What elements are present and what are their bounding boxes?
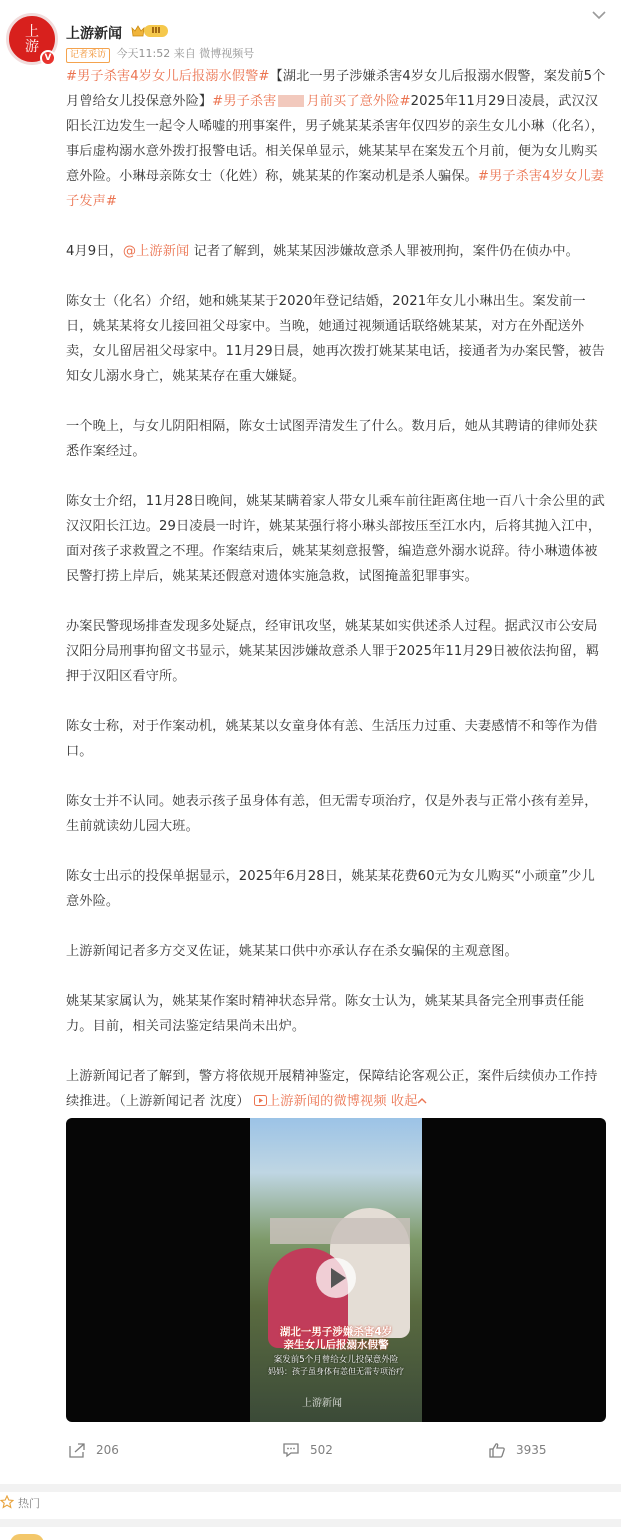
post-content: [66, 64, 607, 1114]
blurred-region: [270, 1218, 410, 1244]
next-avatar: [10, 1534, 44, 1540]
post-meta: [66, 45, 254, 63]
paragraph: 姚某某家属认为，姚某某作案时精神状态异常。陈女士认为，姚某某具备完全刑事责任能力。目前，相关司法鉴定结果尚未出炉。: [66, 994, 585, 1034]
paragraph: 陈女士（化名）介绍，她和姚某某于2020年登记结婚，2021年女儿小琳出生。案发前一日，姚某某将女儿接回祖父母家中。当晚，她通过视频通话联络姚某某，对方在外配送外卖，女儿留居祖父母家中。11月29日晨，她再次拨打姚某某电话，接通者为办案民警，被告知女儿溺水身亡，姚某某存在重大嫌疑。: [66, 294, 605, 384]
hot-label: 热门: [18, 1497, 40, 1510]
level-label: III: [144, 25, 168, 37]
paragraph-text: 上游新闻记者了解到，警方将依规开展精神鉴定，保障结论客观公正，案件后续侦办工作持续推进。（上游新闻记者 沈度）: [66, 1069, 598, 1109]
video-source-label: 上游新闻的微博视频: [267, 1094, 387, 1109]
closing-paragraph: [66, 1064, 607, 1114]
post-header: [0, 0, 621, 66]
play-icon: [331, 1268, 346, 1288]
paragraph: 陈女士介绍，11月28日晚间，姚某某瞒着家人带女儿乘车前往距离住地一百八十余公里的武汉汉阳长江边。29日凌晨一时许，姚某某强行将小琳头部按压至江水内，后将其抛入江中，面对孩子求救置之不理。作案结束后，姚某某刻意报警，编造意外溺水说辞。待小琳遗体被民警打捞上岸后，姚某某还假意对遗体实施急救，试图掩盖犯罪事实。: [66, 494, 605, 584]
video-caption-line2: 亲生女儿后报溺水假警: [283, 1339, 389, 1351]
share-count: 206: [96, 1443, 119, 1457]
comment-icon: [282, 1442, 300, 1458]
section-divider: [0, 1519, 621, 1527]
topic-link[interactable]: #男子杀害4岁女儿妻子发声#: [66, 169, 604, 209]
thumbs-up-icon: [488, 1442, 506, 1458]
video-player[interactable]: [66, 1118, 606, 1422]
chevron-down-icon[interactable]: [590, 8, 608, 22]
chevron-up-icon: [417, 1097, 427, 1105]
video-icon: [254, 1095, 267, 1106]
section-divider: [0, 1484, 621, 1492]
paragraph: 上游新闻记者多方交叉佐证，姚某某口供中亦承认存在杀女骗保的主观意图。: [66, 944, 518, 959]
verified-badge-icon: V: [40, 50, 56, 66]
comment-count: 502: [310, 1443, 333, 1457]
video-caption-line1: 湖北一男子涉嫌杀害4岁: [279, 1326, 393, 1338]
video-caption-line4: 妈妈：孩子虽身体有恙但无需专项治疗: [268, 1367, 404, 1376]
lead-paragraph: [66, 64, 607, 214]
topic-link[interactable]: #男子杀害4岁女儿后报溺水假警#: [66, 69, 270, 84]
paragraph: 一个晚上，与女儿阴阳相隔，陈女士试图弄清发生了什么。数月后，她从其聘请的律师处获悉作案经过。: [66, 419, 598, 459]
mention-link[interactable]: @上游新闻: [122, 244, 190, 259]
action-bar: [0, 1436, 621, 1466]
video-watermark: 上游新闻: [302, 1398, 342, 1409]
like-count: 3935: [516, 1443, 547, 1457]
username[interactable]: 上游新闻: [66, 26, 122, 42]
lead-body: 2025年11月29日凌晨，武汉汉阳长江边发生一起令人唏嘘的刑事案件，男子姚某某杀害年仅四岁的亲生女儿小琳（化名），事后虚构溺水意外拨打报警电话。相关保单显示，姚某某早在案发五个月前，便为女儿购买意外险。小琳母亲陈女士（化姓）称，姚某某的作案动机是杀人骗保。: [66, 94, 605, 184]
post-source[interactable]: 来自 微博视频号: [173, 47, 255, 60]
paragraph: 陈女士出示的投保单据显示，2025年6月28日，姚某某花费60元为女儿购买“小顽童”少儿意外险。: [66, 869, 595, 909]
member-level-badge[interactable]: [131, 24, 167, 38]
paragraph: [66, 239, 607, 264]
paragraph: 陈女士并不认同。她表示孩子虽身体有恙，但无需专项治疗，仅是外表与正常小孩有差异，生前就读幼儿园大班。: [66, 794, 598, 834]
collapse-button[interactable]: [391, 1094, 428, 1109]
topic-link[interactable]: [212, 94, 410, 109]
paragraph: 办案民警现场排查发现多处疑点，经审讯攻坚，姚某某如实供述杀人过程。据武汉市公安局汉阳分局刑事拘留文书显示，姚某某因涉嫌故意杀人罪于2025年11月29日被依法拘留，羁押于汉阳区看守所。: [66, 619, 599, 684]
paragraph-text: 4月9日，: [66, 244, 123, 259]
avatar-text-bottom: 游: [25, 39, 39, 55]
star-icon: [0, 1495, 14, 1509]
paragraph-text: 记者了解到，姚某某因涉嫌故意杀人罪被刑拘，案件仍在侦办中。: [189, 244, 579, 259]
post-time: 今天11:52: [116, 47, 171, 60]
crown-icon: [131, 25, 145, 37]
video-frame: [250, 1118, 422, 1422]
hot-comments-header[interactable]: [0, 1492, 621, 1512]
paragraph: 陈女士称，对于作案动机，姚某某以女童身体有恙、生活压力过重、夫妻感情不和等作为借口。: [66, 719, 598, 759]
topic-link-head: #男子杀害: [212, 94, 277, 109]
share-icon: [68, 1442, 86, 1458]
video-source-link[interactable]: [254, 1094, 387, 1109]
reporter-interview-tag: 记者采访: [66, 48, 110, 63]
headline: 【湖北一男子涉嫌杀害4岁女儿后报溺水假警，案发前5个月曾给女儿投保意外险】: [66, 69, 606, 109]
play-button[interactable]: [316, 1258, 356, 1298]
video-caption-line3: 案发前5个月曾给女儿投保意外险: [273, 1355, 399, 1365]
topic-link-tail: 月前买了意外险#: [306, 94, 411, 109]
avatar-text-top: 上: [25, 24, 39, 40]
collapse-label: 收起: [390, 1094, 418, 1109]
blurred-text: [278, 95, 304, 107]
